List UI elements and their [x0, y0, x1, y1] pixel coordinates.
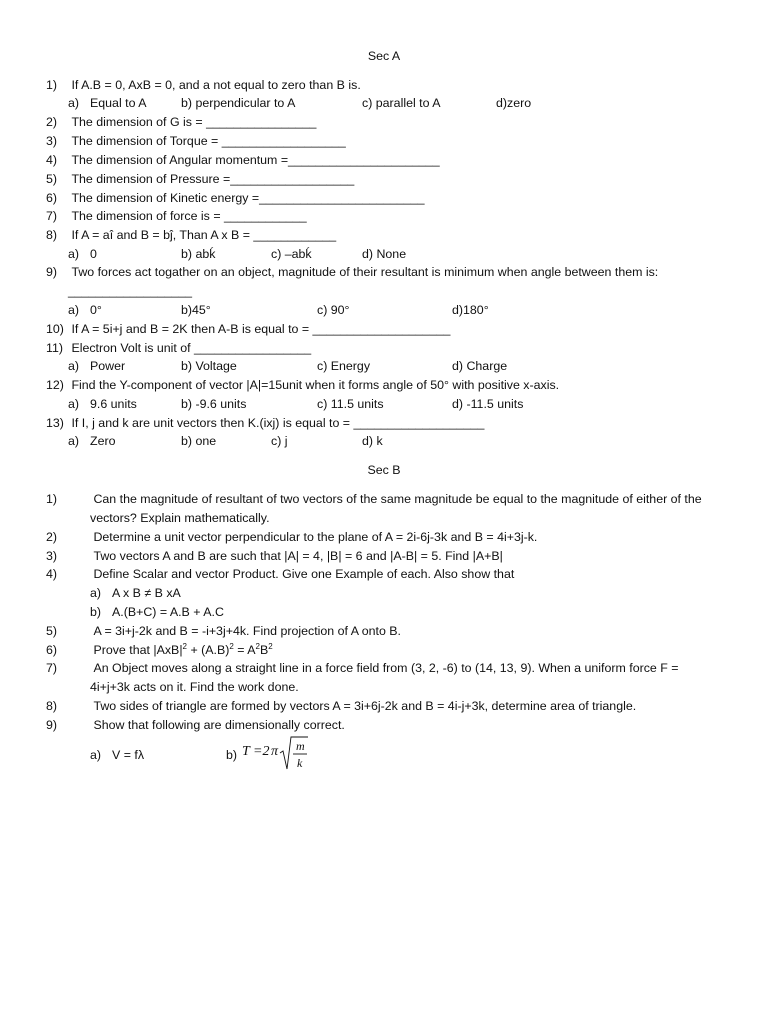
question-number: 11) [46, 341, 63, 355]
formula-m: m [296, 739, 305, 753]
question-number: 9) [46, 265, 58, 279]
text-part: = A [233, 643, 256, 657]
question-number: 2) [46, 530, 58, 544]
option-b: b) one [181, 434, 217, 448]
option-a: Power [90, 359, 126, 373]
question-a3 [46, 134, 746, 148]
question-number: 12) [46, 378, 64, 392]
option-a: 9.6 units [90, 397, 137, 411]
text-part: + (A.B) [187, 643, 230, 657]
question-a10 [46, 322, 746, 336]
question-number: 5) [46, 172, 58, 186]
question-a9 [46, 265, 746, 279]
sub-label-b: b) [90, 605, 102, 619]
question-text: A = 3i+j-2k and B = -i+3j+4k. Find projection of A onto B. [93, 624, 402, 638]
formula-k: k [297, 756, 303, 770]
option-label: a) [68, 303, 80, 317]
sub-item-a: V = fλ [112, 748, 145, 762]
question-text: The dimension of force is = ____________ [71, 209, 307, 223]
option-a: Equal to A [90, 96, 147, 110]
option-c: c) parallel to A [362, 96, 441, 110]
question-number: 3) [46, 134, 58, 148]
option-b: b) abḱ [181, 247, 216, 261]
text-part: B [259, 643, 269, 657]
question-a5 [46, 172, 746, 186]
question-text: The dimension of Kinetic energy =________________________ [71, 191, 425, 205]
option-b: b) -9.6 units [181, 397, 247, 411]
question-number: 2) [46, 115, 58, 129]
question-number: 7) [46, 661, 58, 675]
question-text: The dimension of G is = ________________ [71, 115, 317, 129]
option-d: d)180° [452, 303, 489, 317]
formula-t: T [242, 744, 250, 759]
question-text: If A = 5i+j and B = 2K then A-B is equal to = ____________________ [71, 322, 451, 336]
option-d: d) k [362, 434, 383, 448]
option-c: c) 90° [317, 303, 350, 317]
option-c: c) –abḱ [271, 247, 312, 261]
question-number: 8) [46, 228, 58, 242]
question-b9 [46, 718, 746, 732]
question-number: 4) [46, 153, 58, 167]
question-b1 [46, 492, 746, 506]
option-a: 0 [90, 247, 97, 261]
sub-label-a: a) [90, 748, 102, 762]
option-d: d) -11.5 units [452, 397, 524, 411]
question-number: 6) [46, 643, 58, 657]
question-number: 5) [46, 624, 58, 638]
question-text: If A = aî and B = bĵ, Than A x B = ____________ [71, 228, 337, 242]
superscript: 2 [268, 641, 273, 651]
question-text: If I, j and k are unit vectors then K.(ixj) is equal to = ___________________ [71, 416, 485, 430]
question-number: 1) [46, 78, 58, 92]
formula-svg [240, 733, 320, 775]
question-number: 6) [46, 191, 58, 205]
section-a-title: Sec A [367, 49, 401, 63]
question-text: Two vectors A and B are such that |A| = 4, |B| = 6 and |A-B| = 5. Find |A+B| [93, 549, 503, 563]
sub-label-a: a) [90, 586, 102, 600]
option-c: c) Energy [317, 359, 371, 373]
question-number: 13) [46, 416, 64, 430]
question-number: 8) [46, 699, 58, 713]
question-number: 4) [46, 567, 58, 581]
superscript: 2 [255, 641, 260, 651]
option-b: b) perpendicular to A [181, 96, 296, 110]
text-part: Prove that |AxB| [93, 643, 183, 657]
question-number: 1) [46, 492, 58, 506]
sub-item-b: A.(B+C) = A.B + A.C [112, 605, 224, 619]
question-a13 [46, 416, 746, 430]
question-a4 [46, 153, 746, 167]
option-d: d) None [362, 247, 407, 261]
question-text [93, 643, 272, 657]
question-text: If A.B = 0, AxB = 0, and a not equal to zero than B is. [71, 78, 361, 92]
question-text: Show that following are dimensionally correct. [93, 718, 345, 732]
question-text-line2: 4i+j+3k acts on it. Find the work done. [90, 680, 299, 694]
question-text-line1: Can the magnitude of resultant of two vectors of the same magnitude be equal to the magnitude of either of the [93, 492, 702, 506]
question-a8 [46, 228, 746, 242]
option-b: b) Voltage [181, 359, 237, 373]
answer-blank: __________________ [68, 284, 193, 298]
question-b4 [46, 567, 746, 581]
superscript: 2 [229, 641, 234, 651]
section-b-title: Sec B [367, 463, 401, 477]
question-text-line1: An Object moves along a straight line in a force field from (3, 2, -6) to (14, 13, 9). When a uniform force F = [93, 661, 679, 675]
sub-item-a: A x B ≠ B xA [112, 586, 181, 600]
question-a7 [46, 209, 746, 223]
question-text-line2: vectors? Explain mathematically. [90, 511, 270, 525]
option-label: a) [68, 96, 80, 110]
option-d: d) Charge [452, 359, 508, 373]
option-label: a) [68, 434, 80, 448]
question-a11 [46, 341, 746, 355]
question-text: Find the Y-component of vector |A|=15unit when it forms angle of 50° with positive x-axis. [71, 378, 560, 392]
question-a6 [46, 191, 746, 205]
option-a: Zero [90, 434, 116, 448]
option-c: c) j [271, 434, 288, 448]
question-text: Two forces act togather on an object, magnitude of their resultant is minimum when angle between them is: [71, 265, 659, 279]
question-b6 [46, 643, 746, 657]
question-a2 [46, 115, 746, 129]
question-number: 3) [46, 549, 58, 563]
option-label: a) [68, 397, 80, 411]
option-b: b)45° [181, 303, 211, 317]
question-a1 [46, 78, 746, 92]
question-text: Determine a unit vector perpendicular to the plane of A = 2i-6j-3k and B = 4i+3j-k. [93, 530, 538, 544]
option-label: a) [68, 247, 80, 261]
question-text: Electron Volt is unit of _________________ [71, 341, 312, 355]
question-a12 [46, 378, 746, 392]
question-b2 [46, 530, 746, 544]
sub-label-b: b) [226, 748, 238, 762]
option-label: a) [68, 359, 80, 373]
question-number: 7) [46, 209, 58, 223]
question-text: The dimension of Pressure =__________________ [71, 172, 355, 186]
question-text: Two sides of triangle are formed by vectors A = 3i+6j-2k and B = 4i-j+3k, determine area of triangle. [93, 699, 637, 713]
question-b3 [46, 549, 746, 563]
question-number: 9) [46, 718, 58, 732]
question-number: 10) [46, 322, 64, 336]
formula-pi: π [271, 744, 279, 759]
question-b7 [46, 661, 746, 675]
option-c: c) 11.5 units [317, 397, 384, 411]
formula-eq: =2 [253, 744, 270, 759]
question-text: The dimension of Torque = __________________ [71, 134, 346, 148]
superscript: 2 [182, 641, 187, 651]
question-text: Define Scalar and vector Product. Give one Example of each. Also show that [93, 567, 515, 581]
option-d: d)zero [496, 96, 532, 110]
question-text: The dimension of Angular momentum =______________________ [71, 153, 440, 167]
question-b5 [46, 624, 746, 638]
question-b8 [46, 699, 746, 713]
option-a: 0° [90, 303, 102, 317]
